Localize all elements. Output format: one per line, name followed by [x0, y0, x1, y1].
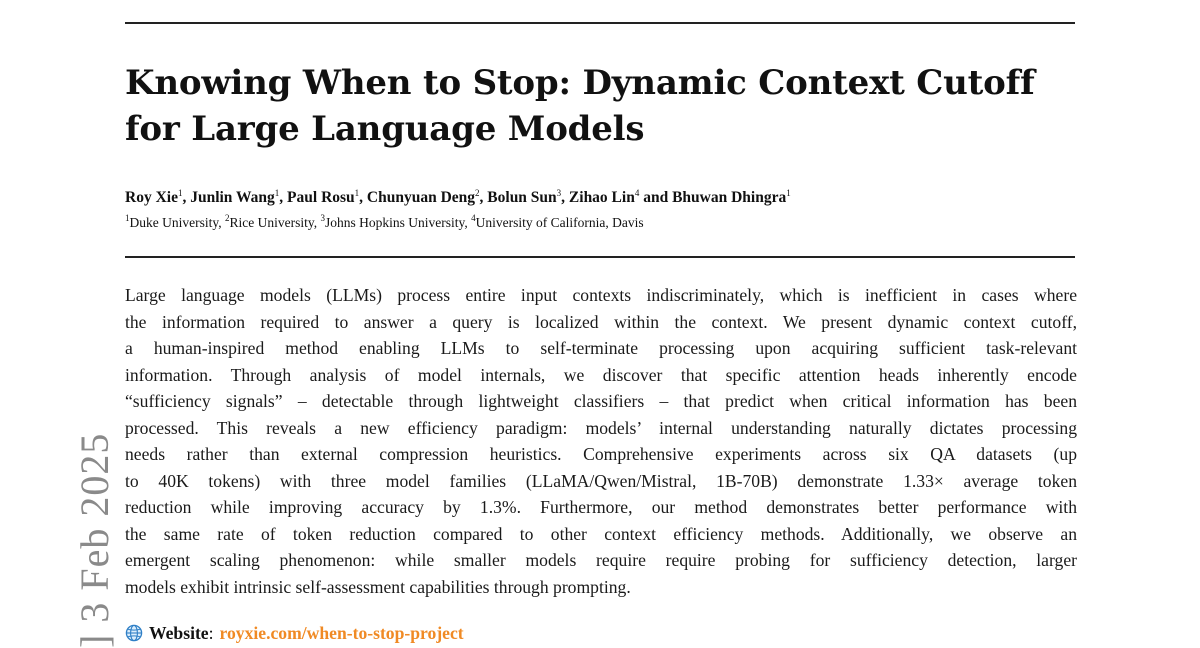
top-rule [125, 22, 1075, 24]
abstract-line: reduction while improving accuracy by 1.3%. Furthermore, our method demonstrates better performance with [125, 497, 1077, 517]
abstract-line: the same rate of token reduction compared to other context efficiency methods. Additionally, we observe an [125, 523, 1077, 544]
abstract [125, 282, 1077, 600]
abstract-line: “sufficiency signals” – detectable through lightweight classifiers – that predict when critical information has been [125, 391, 1077, 411]
author-name: Junlin Wang [190, 189, 275, 206]
author-list: Roy Xie$^1$, Junlin Wang$^1$, Paul Rosu$^1$, Chunyuan Deng$^2$, Bolun Sun$^3$, Zihao Lin$^4$ and Bhuwan Dhingra$^1$ [125, 188, 791, 206]
abstract-line: information. Through analysis of model internals, we discover that specific attention heads inherently encode [125, 364, 1077, 385]
affiliation-mark: 4 [471, 213, 476, 223]
author-affiliation-mark: 3 [556, 188, 562, 198]
website-link[interactable]: royxie.com/when-to-stop-project [219, 623, 464, 643]
affiliation-name: University of California, Davis [475, 215, 644, 230]
abstract-line: needs rather than external compression heuristics. Comprehensive experiments across six QA datasets (up [125, 444, 1077, 464]
author-name: Roy Xie [125, 189, 178, 206]
globe-icon [125, 624, 143, 642]
author-affiliation-mark: 1 [274, 188, 280, 198]
author-affiliation-mark: 2 [475, 188, 480, 198]
affiliation-list: $^1$Duke University, $^2$Rice University, $^3$Johns Hopkins University, $^4$University of California, Davis [125, 213, 644, 230]
abstract-line: emergent scaling phenomenon: while smaller models require require probing for sufficiency detection, larger [125, 550, 1077, 570]
abstract-line: a human-inspired method enabling LLMs to self-terminate processing upon acquiring sufficient task-relevant [125, 338, 1077, 358]
author-name: Bolun Sun [487, 189, 557, 206]
abstract-line: to 40K tokens) with three model families (LLaMA/Qwen/Mistral, 1B-70B) demonstrate 1.33× average token [125, 470, 1077, 491]
affiliation-name: Johns Hopkins University [324, 215, 465, 230]
author-name: Chunyuan Deng [366, 189, 476, 206]
affiliation-name: Duke University [129, 215, 219, 230]
website-label: Website [149, 623, 209, 643]
affiliation-mark: 2 [224, 213, 230, 223]
abstract-line: models exhibit intrinsic self-assessment capabilities through prompting. [125, 576, 631, 597]
affiliation-mark: 1 [125, 213, 130, 223]
author-name: Bhuwan Dhingra [672, 189, 787, 206]
paper-title: Knowing When to Stop: Dynamic Context Cutoff for Large Language Models [125, 63, 1035, 149]
website-colon: : [208, 623, 214, 643]
affiliation-name: Rice University [229, 215, 314, 230]
author-name: Paul Rosu [287, 189, 355, 206]
arxiv-stamp: ] 3 Feb 2025 [72, 432, 117, 648]
abstract-line: Large language models (LLMs) process entire input contexts indiscriminately, which is inefficient in cases where [125, 285, 1077, 305]
author-affiliation-mark: 4 [634, 188, 640, 198]
author-name: Zihao Lin [568, 189, 635, 206]
author-affiliation-mark: 1 [177, 188, 183, 198]
author-affiliation-mark: 1 [786, 188, 791, 198]
website-line [125, 621, 464, 645]
abstract-line: the information required to answer a query is localized within the context. We present dynamic context cutoff, [125, 311, 1077, 332]
section-rule [125, 256, 1075, 258]
affiliation-mark: 3 [320, 213, 325, 223]
author-affiliation-mark: 1 [354, 188, 360, 198]
abstract-line: processed. This reveals a new efficiency paradigm: models’ internal understanding naturally dictates processing [125, 417, 1077, 438]
